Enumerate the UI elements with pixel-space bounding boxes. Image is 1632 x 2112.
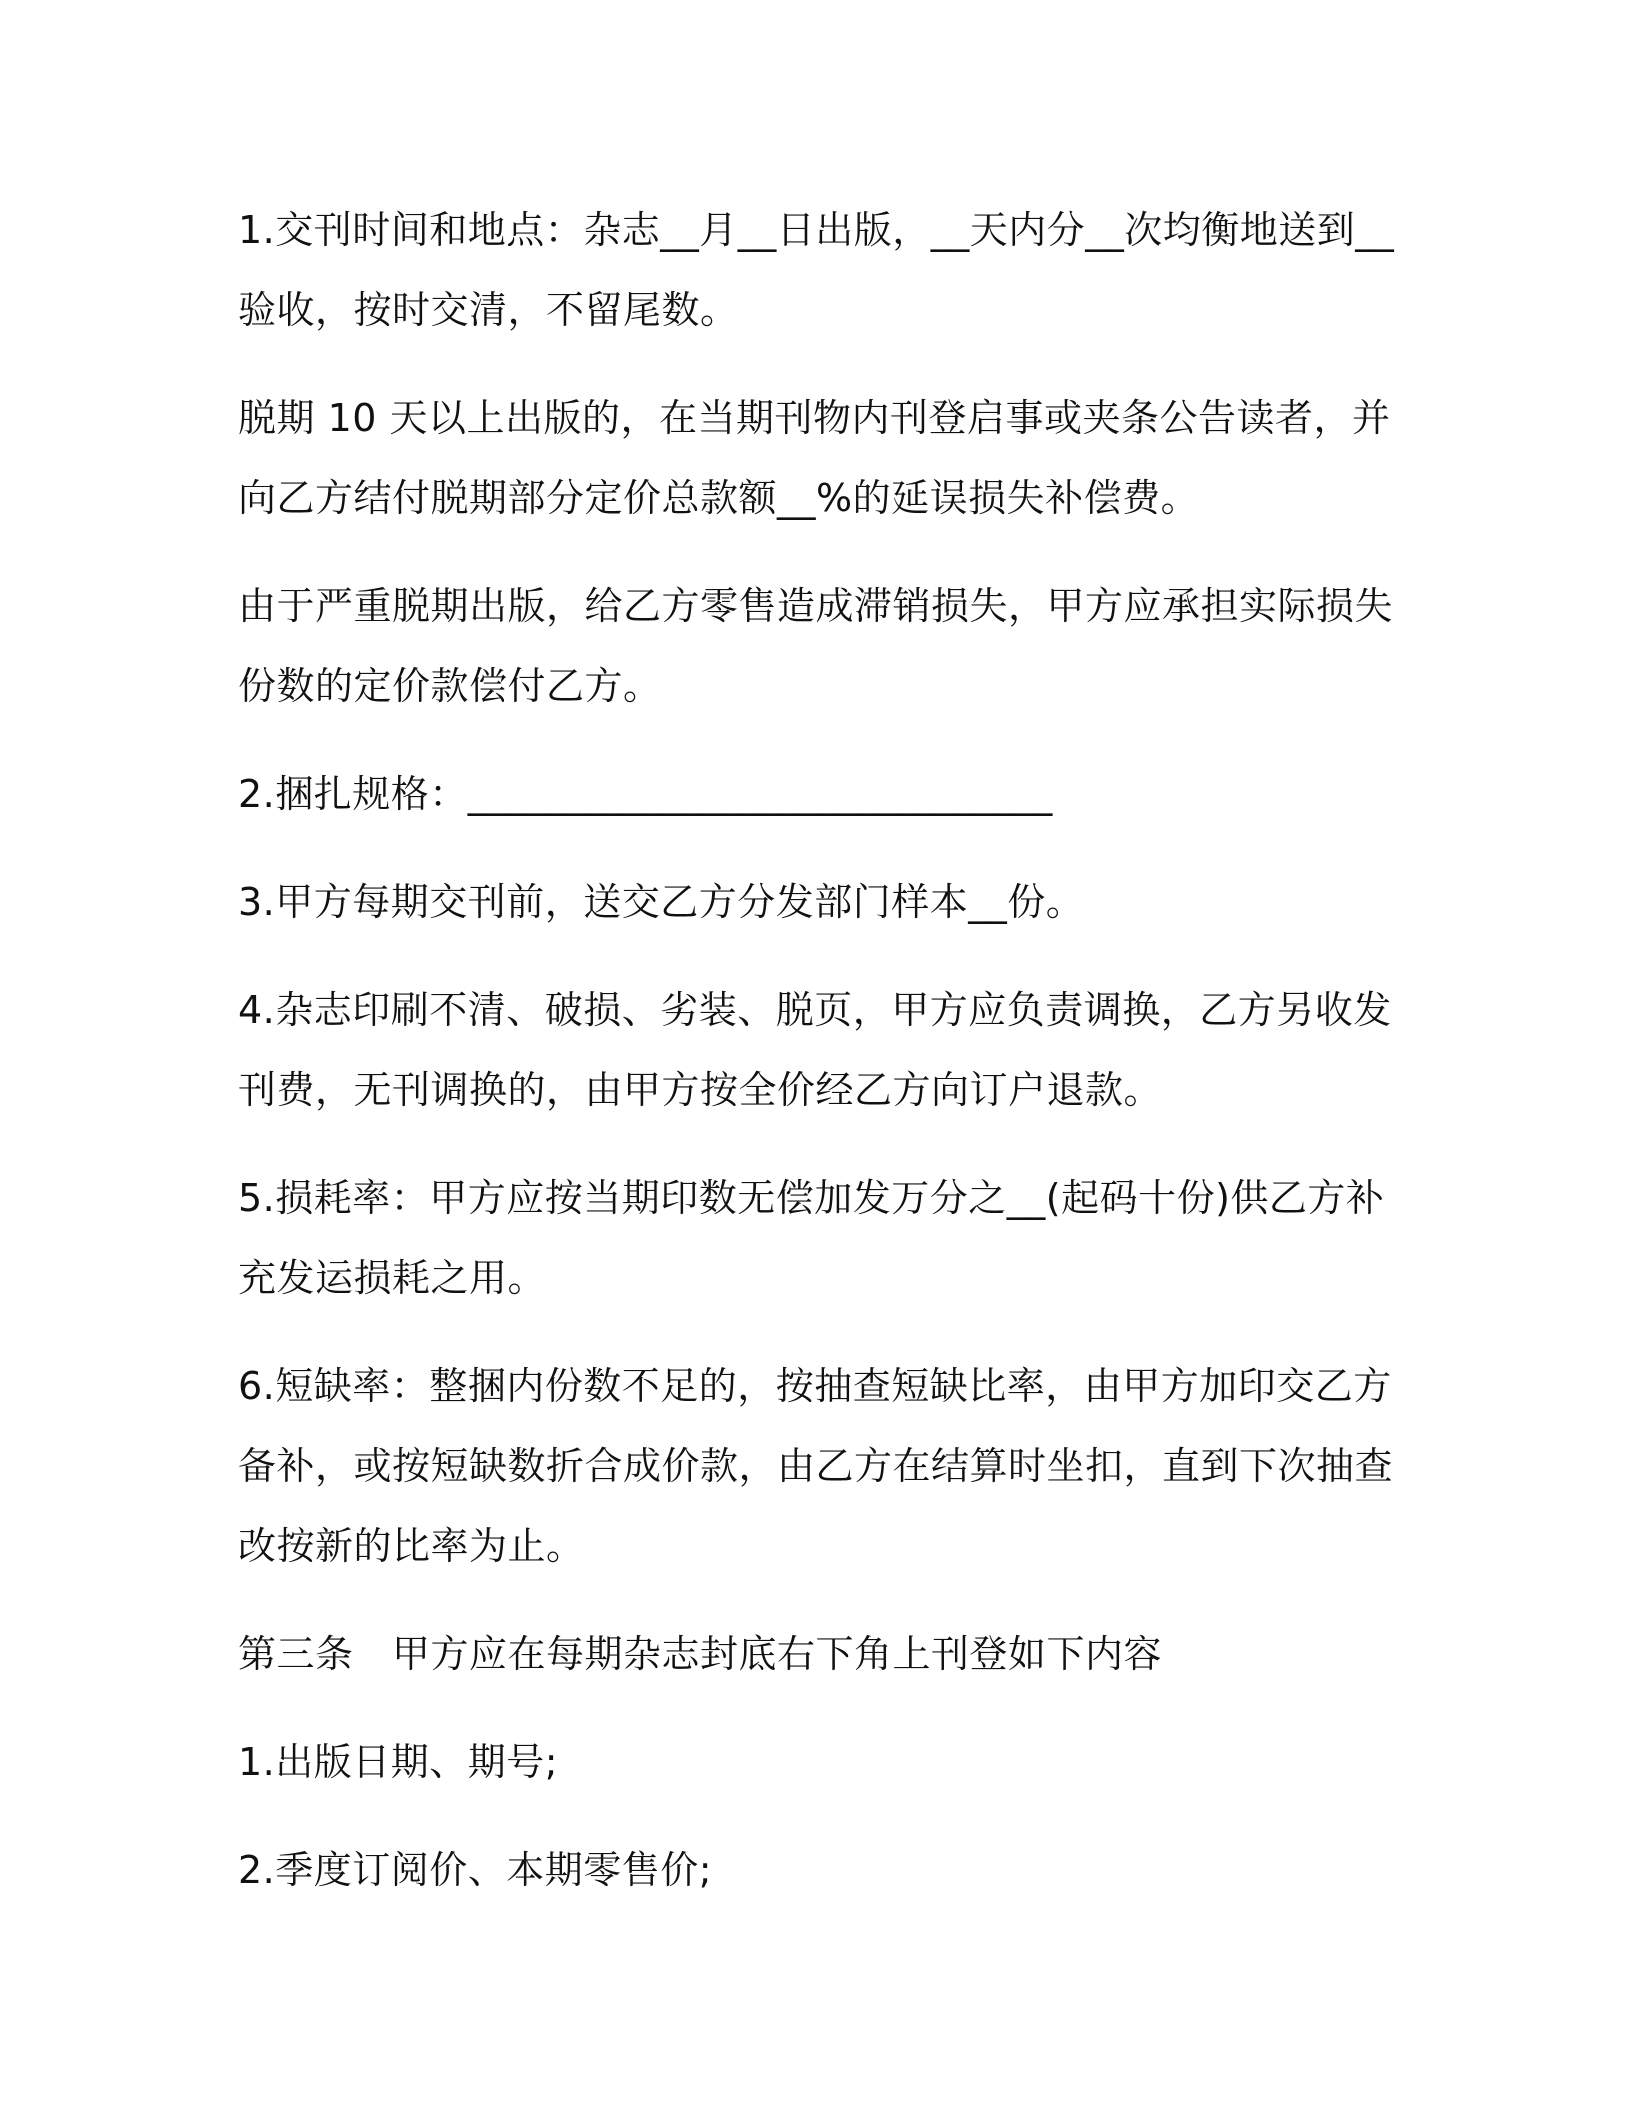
- document-body: [238, 190, 1398, 1938]
- paragraph-shortage-rate: 6.短缺率：整捆内份数不足的，按抽查短缺比率，由甲方加印交乙方备补，或按短缺数折合成价款，由乙方在结算时坐扣，直到下次抽查改按新的比率为止。: [238, 1364, 1394, 1568]
- paragraph-samples: 3.甲方每期交刊前，送交乙方分发部门样本__份。: [238, 880, 1085, 924]
- paragraph-delivery-time: 1.交刊时间和地点：杂志__月__日出版，__天内分__次均衡地送到__验收，按时交清，不留尾数。: [238, 208, 1395, 332]
- paragraph-defects: 4.杂志印刷不清、破损、劣装、脱页，甲方应负责调换，乙方另收发刊费，无刊调换的，由甲方按全价经乙方向订户退款。: [238, 988, 1392, 1112]
- paragraph-severe-delay: 由于严重脱期出版，给乙方零售造成滞销损失，甲方应承担实际损失份数的定价款偿付乙方。: [238, 584, 1394, 708]
- paragraph-loss-rate: 5.损耗率：甲方应按当期印数无偿加发万分之__(起码十份)供乙方补充发运损耗之用。: [238, 1176, 1385, 1300]
- paragraph-pricing: 2.季度订阅价、本期零售价;: [238, 1848, 713, 1892]
- paragraph-publication-date: 1.出版日期、期号;: [238, 1740, 559, 1784]
- article-three-heading: 第三条 甲方应在每期杂志封底右下角上刊登如下内容: [238, 1632, 1163, 1676]
- paragraph-bundling-spec: 2.捆扎规格：______________________________: [238, 772, 1053, 816]
- paragraph-late-publication: 脱期 10 天以上出版的，在当期刊物内刊登启事或夹条公告读者，并向乙方结付脱期部分定价总款额__%的延误损失补偿费。: [238, 396, 1391, 520]
